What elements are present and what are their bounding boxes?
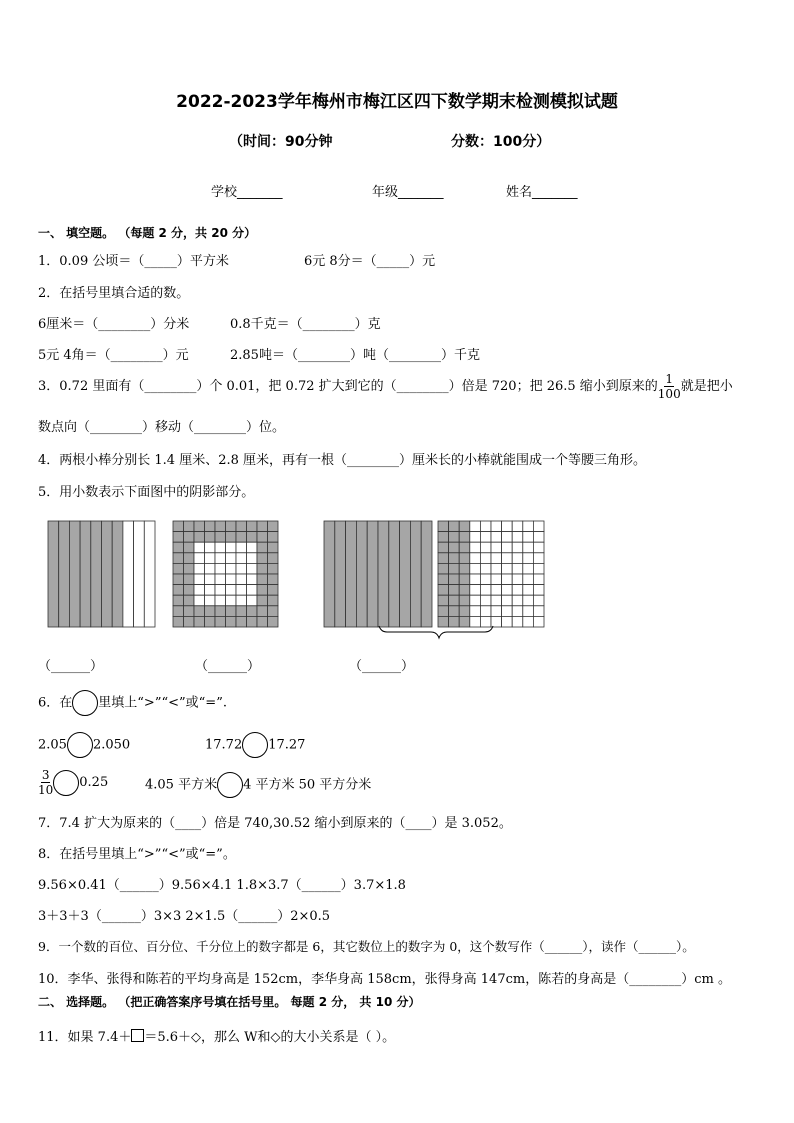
grid-cell [502,574,513,585]
grid-cell [268,542,279,553]
grid-cell [215,616,226,627]
q6a-left: 2.05 [38,737,67,753]
grid-cell [512,616,523,627]
grid-cell [480,585,491,596]
figure-strips-and-grid [323,520,547,640]
grid-cell [491,553,502,564]
grid-cell [533,563,544,574]
strip [400,521,411,627]
grid-cell [247,616,258,627]
q6d-right: 4 平方米 50 平方分米 [243,777,372,793]
grid-cell [173,542,184,553]
grid-cell [480,616,491,627]
grid-cell [215,574,226,585]
question-1b: 6元 8分＝（_____）元 [304,254,436,269]
grid-cell [512,553,523,564]
figure-grid-ring [172,520,280,630]
grid-cell [523,521,534,532]
grid-cell [502,542,513,553]
grid-cell [226,532,237,543]
grid-cell [226,595,237,606]
grid-cell [247,521,258,532]
grid-cell [194,563,205,574]
grid-cell [247,563,258,574]
grid-cell [226,553,237,564]
grid-cell [173,595,184,606]
grid-cell [438,542,449,553]
grid-cell [470,563,481,574]
strip [48,521,59,627]
grid-cell [194,574,205,585]
grid-cell [184,521,195,532]
grid-cell [173,616,184,627]
grid-cell [438,521,449,532]
grid-cell [236,542,247,553]
grid-cell [491,606,502,617]
grid-cell [236,574,247,585]
grid-cell [205,595,216,606]
grid-cell [449,542,460,553]
grid-cell [194,521,205,532]
grid-cell [449,563,460,574]
grid-cell [236,553,247,564]
grid-cell [438,553,449,564]
grid-cell [533,595,544,606]
grid-cell [533,606,544,617]
question-2a: 6厘米＝（________）分米 [38,317,190,332]
grid-cell [194,585,205,596]
grid-cell [257,606,268,617]
question-3-text: 3．0.72 里面有（________）个 0.01，把 0.72 扩大到它的（________）倍是 720；把 26.5 缩小到原来的 [38,379,658,394]
question-6 [38,690,227,716]
grid-cell [173,553,184,564]
grid-cell [480,521,491,532]
grid-cell [480,553,491,564]
question-2: 2．在括号里填合适的数。 [38,286,190,301]
grid-cell [438,563,449,574]
grid-cell [459,553,470,564]
grid-cell [205,563,216,574]
grid-cell [523,616,534,627]
grid-cell [449,521,460,532]
grid-cell [247,574,258,585]
grid-cell [533,574,544,585]
grid-cell [173,606,184,617]
question-3-text-end: 就是把小 [680,379,733,394]
question-3 [38,372,778,401]
grid-cell [236,521,247,532]
q5-answer-1: （______） [38,659,104,674]
question-6-pre: 6．在 [38,695,73,711]
grid-cell [194,606,205,617]
grid-cell [268,585,279,596]
brace [379,626,493,638]
grid-cell [268,553,279,564]
strip [112,521,123,627]
grid-cell [491,595,502,606]
question-11 [38,1026,395,1045]
grid-cell [268,574,279,585]
grid-cell [205,521,216,532]
grid-cell [523,585,534,596]
grid-cell [512,606,523,617]
grid-cell [173,585,184,596]
strip [356,521,367,627]
grid-cell [438,595,449,606]
grid-cell [491,542,502,553]
grid-cell [257,585,268,596]
grid-cell [257,563,268,574]
strip [378,521,389,627]
strip [69,521,80,627]
grid-cell [247,585,258,596]
grid-cell [184,606,195,617]
grid-cell [470,585,481,596]
school-field: 学校_______ [211,185,283,200]
grid-cell [184,616,195,627]
question-10: 10．李华、张得和陈若的平均身高是 152cm，李华身高 158cm，张得身高 147cm，陈若的身高是（________）cm 。 [38,972,731,987]
grid-cell [449,616,460,627]
grid-cell [459,595,470,606]
grid-cell [226,563,237,574]
strip [134,521,145,627]
grid-cell [257,574,268,585]
grid-cell [523,542,534,553]
q6b-right: 17.27 [268,737,306,753]
grid-cell [236,532,247,543]
question-3-line2: 数点向（________）移动（________）位。 [38,420,286,435]
grid-cell [205,585,216,596]
strip [421,521,432,627]
fraction-numerator: 1 [665,372,674,386]
grid-cell [523,563,534,574]
section1-title: 一、 填空题。 （每题 2 分，共 20 分） [38,226,257,240]
fraction-denominator: 10 [38,783,54,797]
grid-cell [449,574,460,585]
grid-cell [173,532,184,543]
question-4: 4．两根小棒分别长 1.4 厘米、2.8 厘米，再有一根（________）厘米长的小棒就能围成一个等腰三角形。 [38,453,647,468]
grid-cell [470,574,481,585]
strip [410,521,421,627]
grid-cell [215,521,226,532]
grid-cell [491,574,502,585]
strip [389,521,400,627]
grid-cell [502,606,513,617]
grid-cell [215,585,226,596]
question-6-post: 里填上“>”“<”或“=”. [98,695,227,711]
grid-cell [491,521,502,532]
grid-cell [523,553,534,564]
page-title: 2022-2023学年梅州市梅江区四下数学期末检测模拟试题 [176,92,618,112]
grid-cell [480,563,491,574]
grid-cell [215,606,226,617]
grid-cell [459,532,470,543]
grid-cell [184,553,195,564]
grid-cell [205,553,216,564]
grid-cell [268,532,279,543]
grid-cell [512,563,523,574]
grid-cell [194,616,205,627]
grid-cell [480,574,491,585]
grid-cell [184,542,195,553]
grid-cell [523,574,534,585]
question-1a: 1．0.09 公顷＝（_____）平方米 [38,254,229,269]
strip [324,521,335,627]
grid-cell [268,606,279,617]
grid-cell [247,542,258,553]
grid-cell [268,521,279,532]
grid-cell [236,595,247,606]
grid-cell [438,574,449,585]
grid-cell [194,595,205,606]
grid-cell [173,521,184,532]
grid-cell [480,595,491,606]
question-2b: 0.8千克＝（________）克 [230,317,381,332]
grid-cell [502,585,513,596]
grid-cell [459,574,470,585]
grid-cell [226,542,237,553]
grid-cell [438,585,449,596]
question-11-post: ＝5.6＋◇，那么 W和◇的大小关系是（ ）。 [144,1030,396,1045]
grid-cell [502,532,513,543]
grid-cell [247,532,258,543]
grid-cell [173,563,184,574]
strip [102,521,113,627]
question-2c: 5元 4角＝（________）元 [38,348,189,363]
fraction-3-10 [38,768,53,797]
grid-cell [449,606,460,617]
question-8: 8．在括号里填上“>”“<”或“=”。 [38,847,236,862]
grid-cell [459,606,470,617]
grid-cell [257,595,268,606]
name-field: 姓名_______ [506,185,578,200]
grid-cell [470,595,481,606]
grid-cell [470,542,481,553]
grid-cell [449,595,460,606]
grid-cell [226,574,237,585]
grid-cell [438,606,449,617]
grid-cell [215,542,226,553]
grid-cell [459,585,470,596]
grid-cell [268,563,279,574]
grid-cell [470,616,481,627]
grid-cell [194,542,205,553]
grid-cell [257,532,268,543]
question-6b [205,732,305,758]
exam-time: （时间：90分钟 [229,134,333,150]
grid-cell [215,595,226,606]
question-7: 7．7.4 扩大为原来的（____）倍是 740,30.52 缩小到原来的（____）是 3.052。 [38,816,512,831]
grid-cell [215,532,226,543]
grid-cell [459,616,470,627]
square-symbol [131,1029,144,1042]
grid-cell [502,563,513,574]
grid-cell [470,521,481,532]
grid-cell [268,616,279,627]
grid-cell [236,585,247,596]
question-6c [38,768,108,797]
q5-answer-2: （______） [195,659,261,674]
grid-cell [236,563,247,574]
grid-cell [502,595,513,606]
grid-cell [205,532,216,543]
question-11-pre: 11．如果 7.4＋ [38,1030,132,1045]
strip [335,521,346,627]
compare-circle[interactable] [217,772,243,798]
grid-cell [205,606,216,617]
grid-cell [491,616,502,627]
grid-cell [449,532,460,543]
grid-cell [194,532,205,543]
grid-cell [480,542,491,553]
grid-cell [184,585,195,596]
grid-cell [184,563,195,574]
grid-cell [438,616,449,627]
fraction-denominator: 100 [657,387,681,401]
compare-circle[interactable] [67,732,93,758]
compare-circle[interactable] [53,770,79,796]
grid-cell [449,585,460,596]
grid-cell [247,606,258,617]
strip [80,521,91,627]
q6b-left: 17.72 [205,737,243,753]
exam-score: 分数：100分） [451,134,551,150]
strip [144,521,155,627]
question-8b: 3＋3＋3（______）3×3 2×1.5（______）2×0.5 [38,909,331,924]
figure-strips [47,520,157,630]
grid-cell [502,553,513,564]
grid-cell [215,553,226,564]
strip [346,521,357,627]
grid-cell [533,585,544,596]
q6d-left: 4.05 平方米 [145,777,218,793]
grid-cell [512,542,523,553]
fraction-numerator: 3 [41,768,50,782]
grid-cell [533,553,544,564]
grid-cell [459,542,470,553]
strip [91,521,102,627]
grid-cell [470,553,481,564]
grid-cell [173,574,184,585]
grid-cell [459,521,470,532]
grid-cell [226,521,237,532]
grid-cell [533,542,544,553]
question-2d: 2.85吨＝（________）吨（________）千克 [230,348,480,363]
grid-cell [512,532,523,543]
question-5: 5．用小数表示下面图中的阴影部分。 [38,485,255,500]
grid-cell [449,553,460,564]
grid-cell [215,563,226,574]
grid-cell [491,585,502,596]
grid-cell [512,574,523,585]
grade-field: 年级_______ [372,185,444,200]
grid-cell [226,585,237,596]
compare-circle [72,690,98,716]
question-8a: 9.56×0.41（______）9.56×4.1 1.8×3.7（______）3.7×1.8 [38,878,406,893]
grid-cell [184,574,195,585]
grid-cell [194,553,205,564]
grid-cell [533,532,544,543]
strip [59,521,70,627]
q5-answer-3: （______） [349,659,415,674]
grid-cell [257,542,268,553]
q6a-right: 2.050 [92,737,131,753]
grid-cell [480,532,491,543]
grid-cell [533,616,544,627]
fraction-1-100 [658,372,681,401]
grid-cell [480,606,491,617]
grid-cell [184,532,195,543]
grid-cell [257,553,268,564]
grid-cell [205,542,216,553]
grid-cell [470,606,481,617]
grid-cell [438,532,449,543]
grid-cell [512,521,523,532]
question-6d [145,772,371,798]
grid-cell [533,521,544,532]
grid-cell [268,595,279,606]
strip [123,521,134,627]
question-9: 9．一个数的百位、百分位、千分位上的数字都是 6，其它数位上的数字为 0，这个数写作（______），读作（______）。 [38,939,695,954]
grid-cell [523,532,534,543]
grid-cell [247,595,258,606]
grid-cell [523,595,534,606]
compare-circle[interactable] [242,732,268,758]
grid-cell [470,532,481,543]
grid-cell [257,616,268,627]
grid-cell [502,521,513,532]
grid-cell [459,563,470,574]
grid-cell [226,616,237,627]
grid-cell [226,606,237,617]
grid-cell [236,616,247,627]
grid-cell [491,563,502,574]
section2-title: 二、 选择题。 （把正确答案序号填在括号里。 每题 2 分， 共 10 分） [38,995,421,1009]
grid-cell [512,595,523,606]
grid-cell [257,521,268,532]
grid-cell [491,532,502,543]
grid-cell [502,616,513,627]
grid-cell [512,585,523,596]
grid-cell [205,616,216,627]
strip [367,521,378,627]
q6c-right: 0.25 [79,775,109,790]
grid-cell [523,606,534,617]
grid-cell [247,553,258,564]
grid-cell [205,574,216,585]
grid-cell [184,595,195,606]
grid-cell [236,606,247,617]
question-6a [38,732,130,758]
